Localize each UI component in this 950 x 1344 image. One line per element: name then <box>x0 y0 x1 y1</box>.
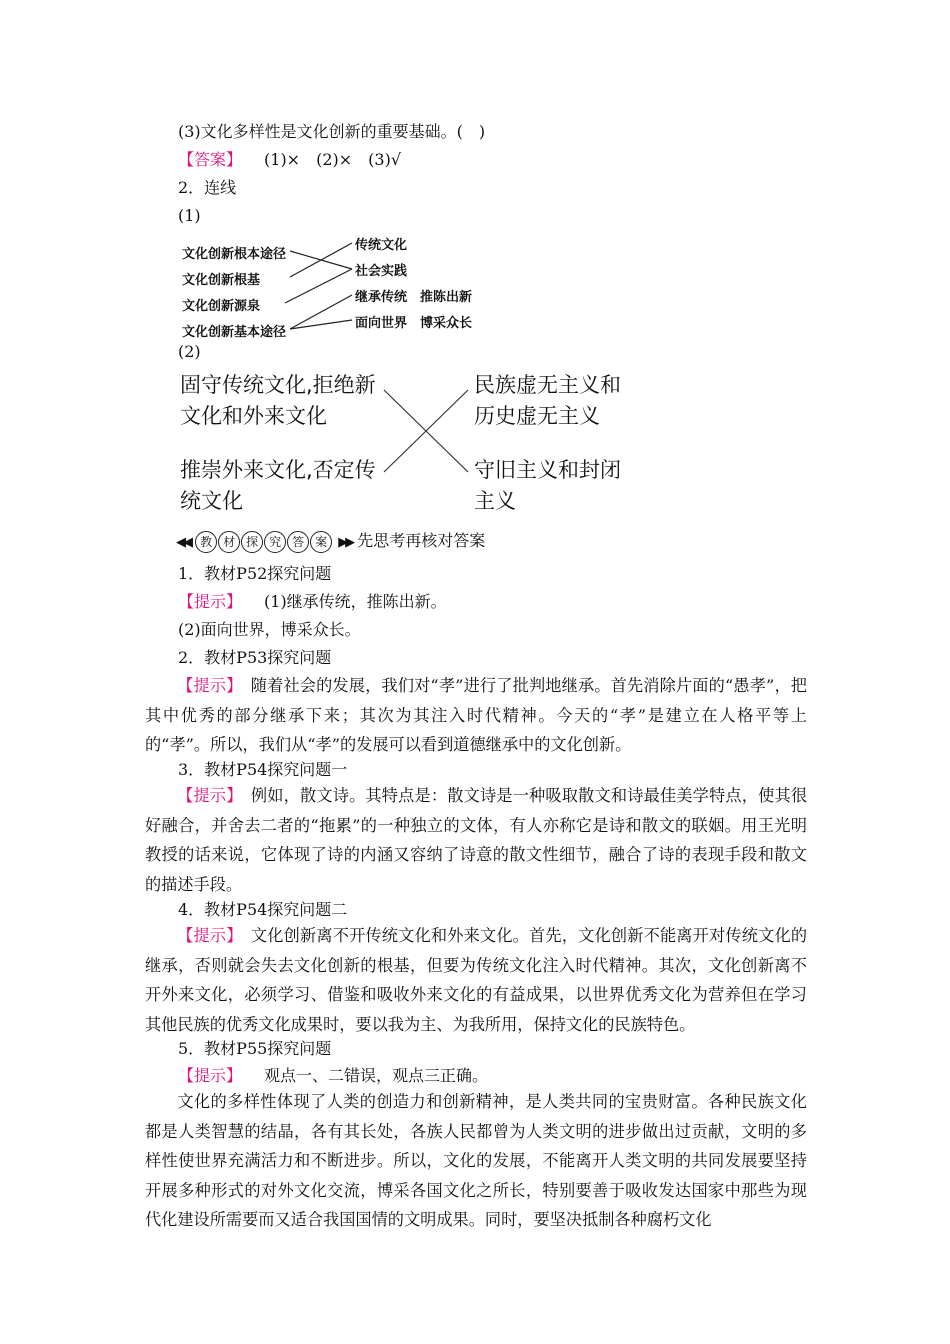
hint-text: 随着社会的发展，我们对“孝”进行了批判地继承。首先消除片面的“愚孝”，把其中优秀的部分继承下来；其次为其注入时代精神。今天的“孝”是建立在人格平等上的“孝”。所以，我们从“孝”的发展可以看到道德继承中的文化创新。 <box>145 676 807 754</box>
answer-tag: 【答案】 <box>178 150 243 169</box>
hint-text: 观点一、二错误，观点三正确。 <box>264 1066 489 1085</box>
item-1-hint-extra: (2)面向世界，博采众长。 <box>178 620 361 639</box>
part1-left-3: 文化创新源泉 <box>182 299 261 314</box>
item-3-hint <box>145 781 807 899</box>
part1-left-4: 文化创新基本途径 <box>182 325 287 340</box>
answer-text: (1)× (2)× (3)√ <box>264 150 402 169</box>
part1-right-1: 传统文化 <box>355 238 408 253</box>
item-2-heading: 2．教材P53探究问题 <box>178 648 332 667</box>
item-4-heading: 4．教材P54探究问题二 <box>178 900 348 919</box>
banner-char: 探 <box>241 531 263 553</box>
hint-text: 文化创新离不开传统文化和外来文化。首先，文化创新不能离开对传统文化的继承，否则就会失去文化创新的根基，但要为传统文化注入时代精神。其次，文化创新离不开外来文化，必须学习、借鉴和吸收外来文化的有益成果，以世界优秀文化为营养但在学习其他民族的优秀文化成果时，要以我为主、为我所用，保持文化的民族特色。 <box>145 926 808 1034</box>
part2-left-1: 固守传统文化,拒绝新 文化和外来文化 <box>180 373 376 428</box>
part2-right-2: 守旧主义和封闭 主义 <box>474 458 621 513</box>
part1-right-2: 社会实践 <box>355 264 408 279</box>
line-foundation-to-tradition <box>290 243 352 277</box>
hint-tag: 【提示】 <box>177 926 235 945</box>
part1-right-4: 面向世界 博采众长 <box>355 316 473 331</box>
hint-tag: 【提示】 <box>178 592 243 611</box>
hint-text: 例如，散文诗。其特点是：散文诗是一种吸取散文和诗最佳美学特点，使其很好融合，并舍去二者的“拖累”的一种独立的文体，有人亦称它是诗和散文的联姻。用王光明教授的话来说，它体现了诗的内涵又容纳了诗意的散文性细节，融合了诗的表现手段和散文的描述手段。 <box>145 786 808 894</box>
part2-right-1: 民族虚无主义和 历史虚无主义 <box>474 373 621 428</box>
banner-char: 案 <box>310 531 332 553</box>
part1-right-3: 继承传统 推陈出新 <box>355 290 473 305</box>
hint-tag: 【提示】 <box>177 786 235 805</box>
banner-left-arrows-icon: ◀◀ <box>176 535 190 550</box>
part2-left-2: 推崇外来文化,否定传 统文化 <box>180 458 376 513</box>
banner-right-arrows-icon: ▶▶ <box>338 535 353 550</box>
hint-tag: 【提示】 <box>177 676 235 695</box>
part1-left-1: 文化创新根本途径 <box>182 247 287 262</box>
item-5-heading: 5．教材P55探究问题 <box>178 1039 332 1058</box>
matching-part2-label: (2) <box>178 342 201 361</box>
matching-heading: 2．连线 <box>178 178 237 197</box>
hint-text: (1)继承传统，推陈出新。 <box>264 592 447 611</box>
item-5-hint <box>178 1066 488 1086</box>
item-2-hint <box>145 671 807 760</box>
part1-connector-lines <box>0 0 950 360</box>
item-1-heading: 1．教材P52探究问题 <box>178 564 332 583</box>
part1-left-2: 文化创新根基 <box>182 273 261 288</box>
item-1-hint <box>178 592 447 612</box>
item-3-heading: 3．教材P54探究问题一 <box>178 760 348 779</box>
banner-char: 究 <box>264 531 286 553</box>
answer-banner <box>176 530 485 554</box>
banner-char: 答 <box>287 531 309 553</box>
banner-char: 教 <box>195 531 217 553</box>
item-4-hint <box>145 921 807 1039</box>
matching-part1-label: (1) <box>178 206 201 225</box>
judgment-item-3: (3)文化多样性是文化创新的重要基础。( ) <box>178 122 486 141</box>
hint-tag: 【提示】 <box>178 1066 243 1085</box>
closing-paragraph: 文化的多样性体现了人类的创造力和创新精神，是人类共同的宝贵财富。各种民族文化都是人类智慧的结晶，各有其长处，各族人民都曾为人类文明的进步做出过贡献，文明的多样性使世界充满活力和不断进步。所以，文化的发展，不能离开人类文明的共同发展要坚持开展多种形式的对外文化交流，博采各国文化之所长，特别要善于吸收发达国家中那些为现代化建设所需要而又适合我国国情的文明成果。同时，要坚决抵制各种腐朽文化 <box>145 1092 807 1229</box>
banner-char: 材 <box>218 531 240 553</box>
part2-cross-lines <box>0 360 950 500</box>
banner-suffix: 先思考再核对答案 <box>357 531 486 550</box>
